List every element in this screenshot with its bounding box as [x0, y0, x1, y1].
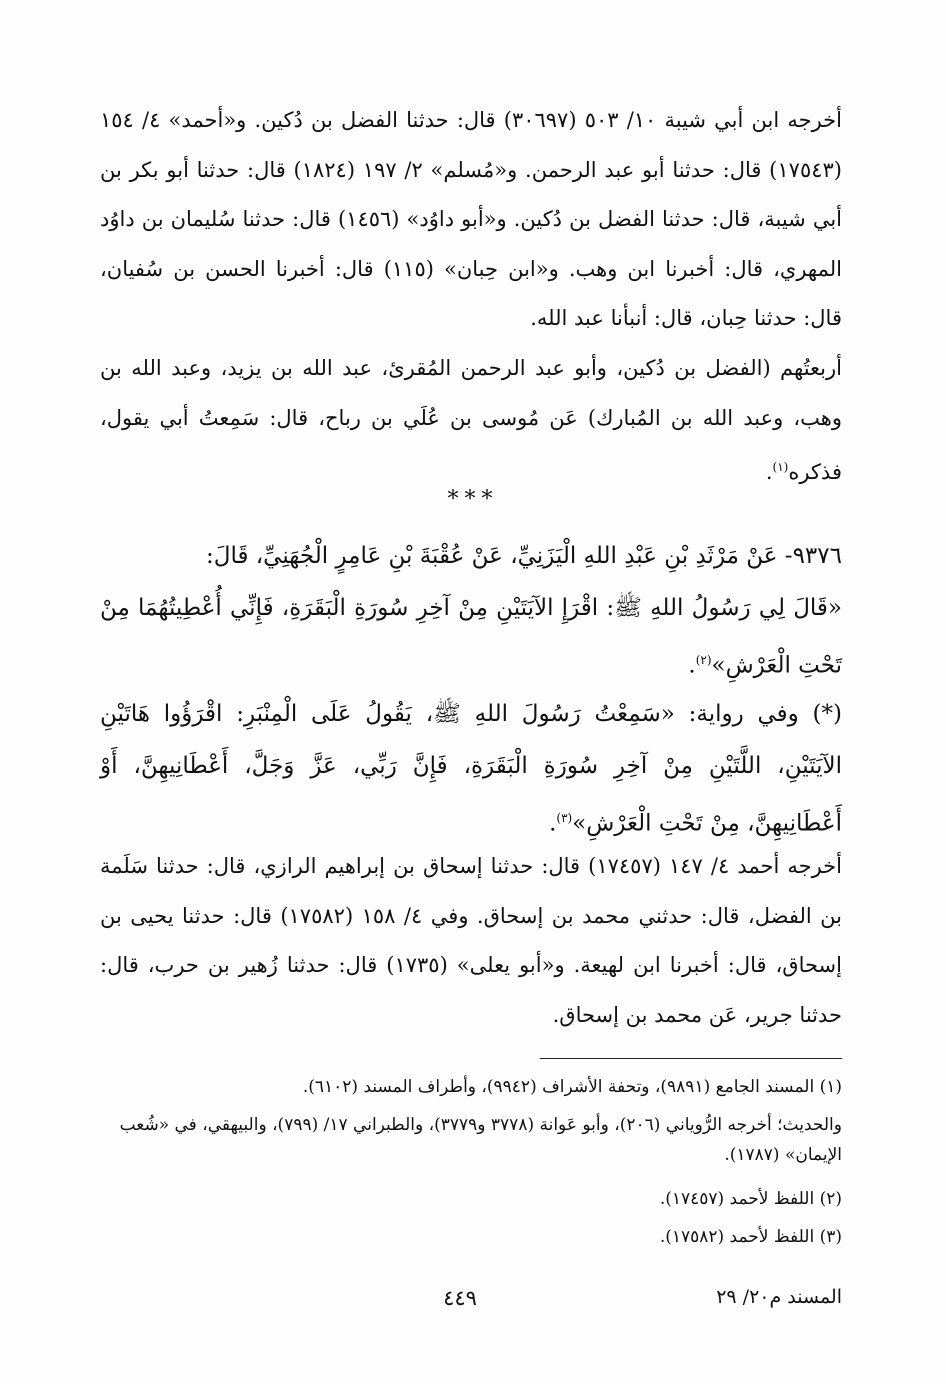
- footnote-3: (٣) اللفظ لأحمد (١٧٥٨٢).: [659, 1227, 842, 1247]
- footnote-2: (٢) اللفظ لأحمد (١٧٤٥٧).: [659, 1189, 842, 1209]
- source-paragraph-2-text: أربعتُهم (الفضل بن دُكين، وأبو عبد الرحمن المُقرئ، عبد الله بن يزيد، وعبد الله بن وهب، وعبد الله بن المُبارك) عَن مُوسى بن عُلَي بن رباح، قال: سَمِعتُ أبي يقول، فذكره: [100, 356, 842, 484]
- hadith-variant: (*) وفي رواية: «سَمِعْتُ رَسُولَ اللهِ ﷺ، يَقُولُ عَلَى الْمِنْبَرِ: اقْرَؤُوا هَاتَيْنِ الآيَتَيْنِ، اللَّتَيْنِ مِنْ آخِرِ سُورَةِ الْبَقَرَةِ، فَإِنَّ رَبِّي، عَزَّ وَجَلَّ، أَعْطَانِيهِنَّ، أَوْ أَعْطَانِيهِنَّ، مِنْ تَحْتِ الْعَرْشِ»$^{(٣)}$.: [100, 701, 842, 837]
- hadith-variant-body: (*) وفي رواية: «سَمِعْتُ رَسُولَ اللهِ ﷺ، يَقُولُ عَلَى الْمِنْبَرِ: اقْرَؤُوا هَاتَيْنِ الآيَتَيْنِ، اللَّتَيْنِ مِنْ آخِرِ سُورَةِ الْبَقَرَةِ، فَإِنَّ رَبِّي، عَزَّ وَجَلَّ، أَعْطَانِيهِنَّ، أَوْ أَعْطَانِيهِنَّ، مِنْ تَحْتِ الْعَرْشِ»: [100, 701, 842, 837]
- footnote-ref-2: (٢): [695, 653, 712, 667]
- footnote-1: (١) المسند الجامع (٩٨٩١)، وتحفة الأشراف (٩٩٤٢)، وأطراف المسند (٦١٠٢).: [302, 1077, 842, 1097]
- footnote-ref-1: (١): [772, 460, 789, 474]
- footnote-ref-3: (٣): [556, 811, 573, 825]
- hadith-text: «قَالَ لِي رَسُولُ اللهِ ﷺ: اقْرَإِ الآيَتَيْنِ مِنْ آخِرِ سُورَةِ الْبَقَرَةِ، فَإِنِّي أُعْطِيتُهُمَا مِنْ تَحْتِ الْعَرْشِ»$^{(٢)}$.: [100, 595, 842, 679]
- footnote-divider: [540, 1058, 842, 1059]
- section-separator: ***: [447, 487, 499, 512]
- page-number: ٤٤٩: [443, 1286, 477, 1310]
- hadith-text-body: «قَالَ لِي رَسُولُ اللهِ ﷺ: اقْرَإِ الآيَتَيْنِ مِنْ آخِرِ سُورَةِ الْبَقَرَةِ، فَإِنِّي أُعْطِيتُهُمَا مِنْ تَحْتِ الْعَرْشِ»: [100, 595, 842, 679]
- source-paragraph-1: أخرجه ابن أبي شيبة ١٠/ ٥٠٣ (٣٠٦٩٧) قال: حدثنا الفضل بن دُكين. و«أحمد» ٤/ ١٥٤ (١٧٥٤٣) قال: حدثنا أبو عبد الرحمن. و«مُسلم» ٢/ ١٩٧ (١٨٢٤) قال: حدثنا أبو بكر بن أبي شيبة، قال: حدثنا الفضل بن دُكين. و«أبو داوُد» (١٤٥٦) قال: حدثنا سُليمان بن داوُد المهري، قال: أخبرنا ابن وهب. و«ابن حِبان» (١١٥) قال: أخبرنا الحسن بن سُفيان، قال: حدثنا حِبان، قال: أنبأنا عبد الله.: [100, 108, 842, 330]
- footnote-1-continued: والحديث؛ أخرجه الرُّوياني (٢٠٦)، وأبو عَوانة (٣٧٧٨ و٣٧٧٩)، والطبراني ١٧/ (٧٩٩)، والبيهقي، في «شُعب الإيمان» (١٧٨٧).: [119, 1115, 842, 1165]
- source-paragraph-3: أخرجه أحمد ٤/ ١٤٧ (١٧٤٥٧) قال: حدثنا إسحاق بن إبراهيم الرازي، قال: حدثنا سَلَمة بن الفضل، قال: حدثني محمد بن إسحاق. وفي ٤/ ١٥٨ (١٧٥٨٢) قال: حدثنا يحيى بن إسحاق، قال: أخبرنا ابن لهيعة. و«أبو يعلى» (١٧٣٥) قال: حدثنا زُهير بن حرب، قال: حدثنا جرير، عَن محمد بن إسحاق.: [100, 854, 842, 1027]
- source-paragraph-2: أربعتُهم (الفضل بن دُكين، وأبو عبد الرحمن المُقرئ، عبد الله بن يزيد، وعبد الله بن وهب، وعبد الله بن المُبارك) عَن مُوسى بن عُلَي بن رباح، قال: سَمِعتُ أبي يقول، فذكره$^{(١)}$.: [100, 356, 842, 484]
- signature-mark: المسند م٢٠/ ٢٩: [716, 1286, 842, 1308]
- hadith-heading: ٩٣٧٦- عَنْ مَرْثَدِ بْنِ عَبْدِ اللهِ الْيَزَنِيِّ، عَنْ عُقْبَةَ بْنِ عَامِرٍ الْجُهَنِيِّ، قَالَ:: [205, 543, 842, 569]
